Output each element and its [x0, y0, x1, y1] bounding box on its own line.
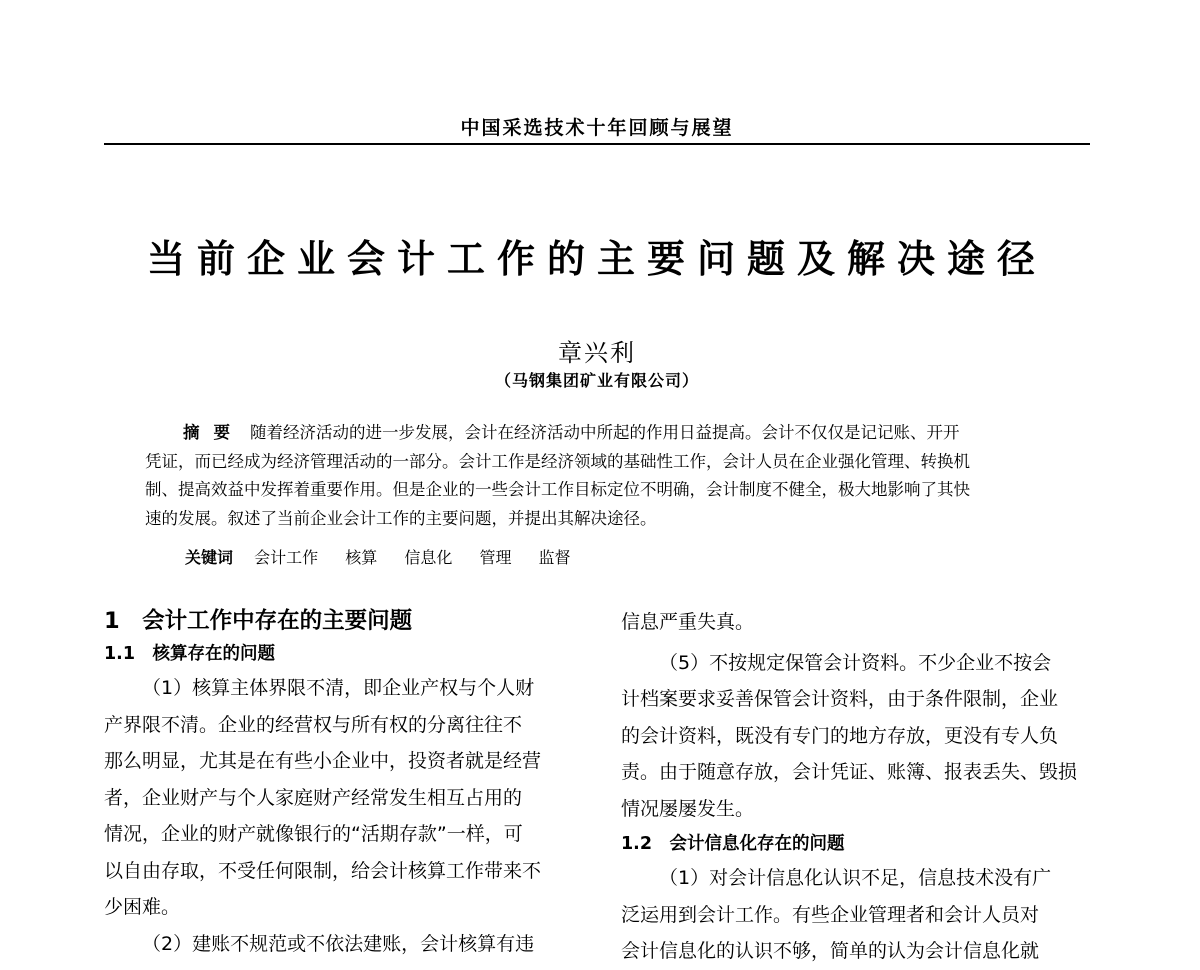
abstract-label: 摘要: [183, 423, 244, 442]
text-line: （5）不按规定保管会计资料。不少企业不按会: [659, 651, 1052, 674]
keywords: [185, 545, 593, 568]
right-column: [621, 604, 1096, 970]
abstract-line: 制、提高效益中发挥着重要作用。但是企业的一些会计工作目标定位不明确，会计制度不健全，极大地影响了其快: [145, 480, 970, 499]
text-line: 情况屡屡发生。: [621, 797, 755, 820]
subsection-heading: 1.1 核算存在的问题: [104, 644, 276, 664]
keyword: 管理: [479, 548, 512, 567]
text-line: 情况，企业的财产就像银行的“活期存款”一样，可: [104, 823, 523, 845]
text-line: 会计信息化的认识不够，简单的认为会计信息化就: [621, 940, 1040, 962]
text-line: （1）核算主体界限不清，即企业产权与个人财: [142, 677, 535, 699]
article-title: 当前企业会计工作的主要问题及解决途径: [146, 236, 1047, 281]
header-rule: [104, 143, 1090, 145]
text-line: 以自由存取，不受任何限制，给会计核算工作带来不: [104, 859, 542, 882]
paragraph: [104, 926, 579, 963]
running-header: 中国采选技术十年回顾与展望: [460, 117, 734, 139]
text-line: （2）建账不规范或不依法建账，会计核算有违: [142, 932, 535, 955]
abstract-line: 凭证，而已经成为经济管理活动的一部分。会计工作是经济领域的基础性工作，会计人员在企业强化管理、转换机: [145, 451, 970, 471]
text-line: 信息严重失真。: [621, 611, 755, 633]
section-heading: 1 会计工作中存在的主要问题: [104, 608, 413, 634]
abstract-text: 随着经济活动的进一步发展，会计在经济活动中所起的作用日益提高。会计不仅仅是记记账、开开: [250, 423, 960, 442]
text-line: 产界限不清。企业的经营权与所有权的分离往往不: [104, 713, 523, 736]
author-name: 章兴利: [558, 339, 636, 367]
abstract: [145, 419, 1055, 533]
paragraph: [621, 645, 1096, 828]
paragraph: [104, 670, 579, 926]
abstract-line: 速的发展。叙述了当前企业会计工作的主要问题，并提出其解决途径。: [145, 508, 657, 528]
paragraph: [621, 604, 1096, 641]
subsection-heading: 1.2 会计信息化存在的问题: [621, 834, 845, 854]
keyword: 信息化: [404, 548, 453, 567]
text-line: 的会计资料，既没有专门的地方存放，更没有专人负: [621, 724, 1059, 747]
text-line: 少困难。: [104, 896, 181, 918]
left-column: [104, 604, 579, 962]
text-line: 泛运用到会计工作。有些企业管理者和会计人员对: [621, 903, 1040, 926]
abstract-line: [145, 419, 1055, 448]
text-line: 责。由于随意存放，会计凭证、账簿、报表丢失、毁损: [621, 761, 1078, 783]
keyword: 核算: [345, 548, 378, 567]
author-affiliation: （马钢集团矿业有限公司）: [494, 371, 699, 390]
paragraph: [621, 860, 1096, 970]
keywords-label: 关键词: [185, 548, 234, 567]
text-line: 那么明显，尤其是在有些小企业中，投资者就是经营: [104, 750, 542, 772]
text-line: （1）对会计信息化认识不足，信息技术没有广: [659, 867, 1052, 889]
keyword: 会计工作: [254, 548, 319, 567]
text-line: 计档案要求妥善保管会计资料，由于条件限制，企业: [621, 688, 1059, 710]
text-line: 者，企业财产与个人家庭财产经常发生相互占用的: [104, 786, 523, 809]
keyword: 监督: [538, 548, 571, 567]
